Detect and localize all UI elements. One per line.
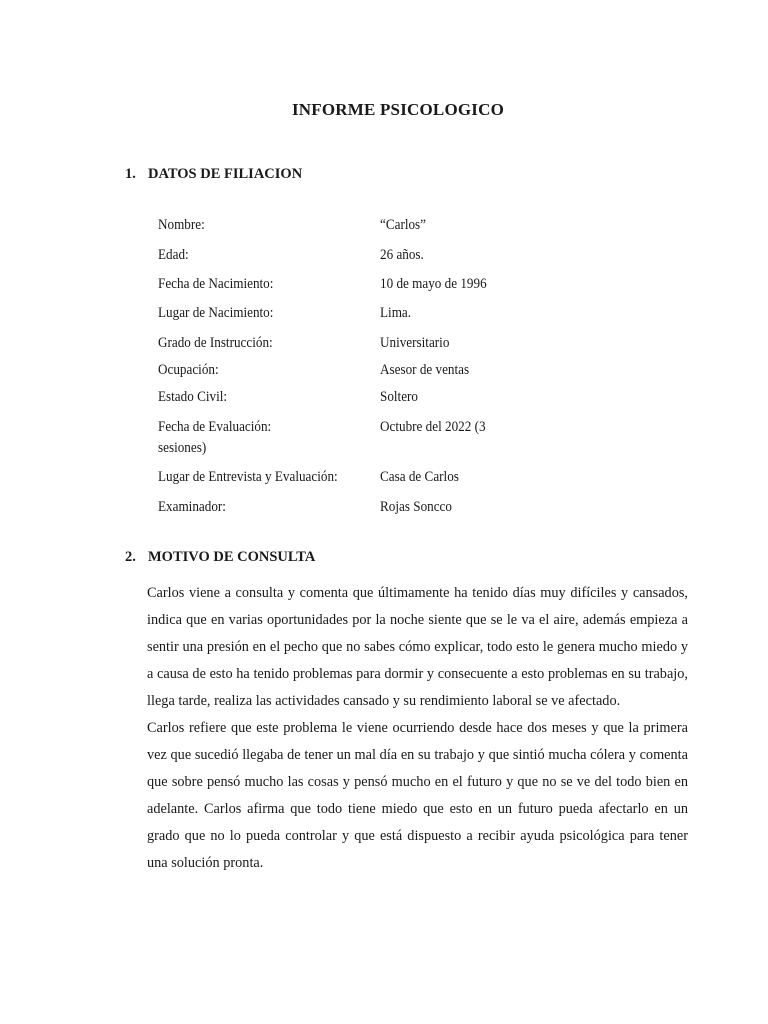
- section-heading-datos-filiacion: [125, 166, 302, 183]
- field-label-edad: Edad:: [158, 247, 189, 263]
- paragraph: Carlos refiere que este problema le viene ocurriendo desde hace dos meses y que la primera vez que sucedió llegaba de tener un mal día en su trabajo y que sintió mucha cólera y comenta que sobre pensó mucho las cosas y pensó mucho en el futuro y que no se ve del todo bien en adelante. Carlos afirma que todo tiene miedo que esto en un futuro pueda afectarlo en un grado que no lo pueda controlar y que está dispuesto a recibir ayuda psicológica para tener una solución pronta.: [147, 720, 688, 871]
- field-value-estado-civil: Soltero: [380, 389, 419, 405]
- motivo-consulta-body: [147, 580, 688, 877]
- field-label-fecha-evaluacion-cont: sesiones): [158, 440, 207, 456]
- field-label-examinador: Examinador:: [158, 499, 226, 515]
- field-label-fecha-nacimiento: Fecha de Nacimiento:: [158, 276, 274, 292]
- field-value-grado-instruccion: Universitario: [380, 335, 450, 351]
- field-value-examinador: Rojas Soncco: [380, 499, 452, 515]
- section-number: 2.: [125, 549, 136, 565]
- field-label-ocupacion: Ocupación:: [158, 362, 219, 378]
- section-title: DATOS DE FILIACION: [148, 166, 303, 182]
- field-value-fecha-evaluacion: Octubre del 2022 (3: [380, 419, 486, 435]
- section-heading-motivo-consulta: [125, 549, 315, 566]
- field-value-lugar-entrevista: Casa de Carlos: [380, 469, 459, 485]
- section-number: 1.: [125, 166, 136, 182]
- field-value-edad: 26 años.: [380, 247, 424, 263]
- field-label-lugar-nacimiento: Lugar de Nacimiento:: [158, 305, 274, 321]
- field-label-lugar-entrevista: Lugar de Entrevista y Evaluación:: [158, 469, 338, 485]
- field-label-grado-instruccion: Grado de Instrucción:: [158, 335, 273, 351]
- field-label-nombre: Nombre:: [158, 217, 205, 233]
- section-title: MOTIVO DE CONSULTA: [148, 549, 316, 565]
- field-value-nombre: “Carlos”: [380, 217, 427, 233]
- field-label-estado-civil: Estado Civil:: [158, 389, 228, 405]
- field-label-fecha-evaluacion: Fecha de Evaluación:: [158, 419, 272, 435]
- field-value-lugar-nacimiento: Lima.: [380, 305, 412, 321]
- field-value-ocupacion: Asesor de ventas: [380, 362, 470, 378]
- paragraph: Carlos viene a consulta y comenta que últimamente ha tenido días muy difíciles y cansados, indica que en varias oportunidades por la noche siente que se le va el aire, además empieza a sentir una presión en el pecho que no sabes cómo explicar, todo esto le genera mucho miedo y a causa de esto ha tenido problemas para dormir y consecuente a esto problemas en su trabajo, llega tarde, realiza las actividades cansado y su rendimiento laboral se ve afectado.: [147, 585, 688, 709]
- document-title: INFORME PSICOLOGICO: [291, 100, 505, 119]
- field-value-fecha-nacimiento: 10 de mayo de 1996: [380, 276, 487, 292]
